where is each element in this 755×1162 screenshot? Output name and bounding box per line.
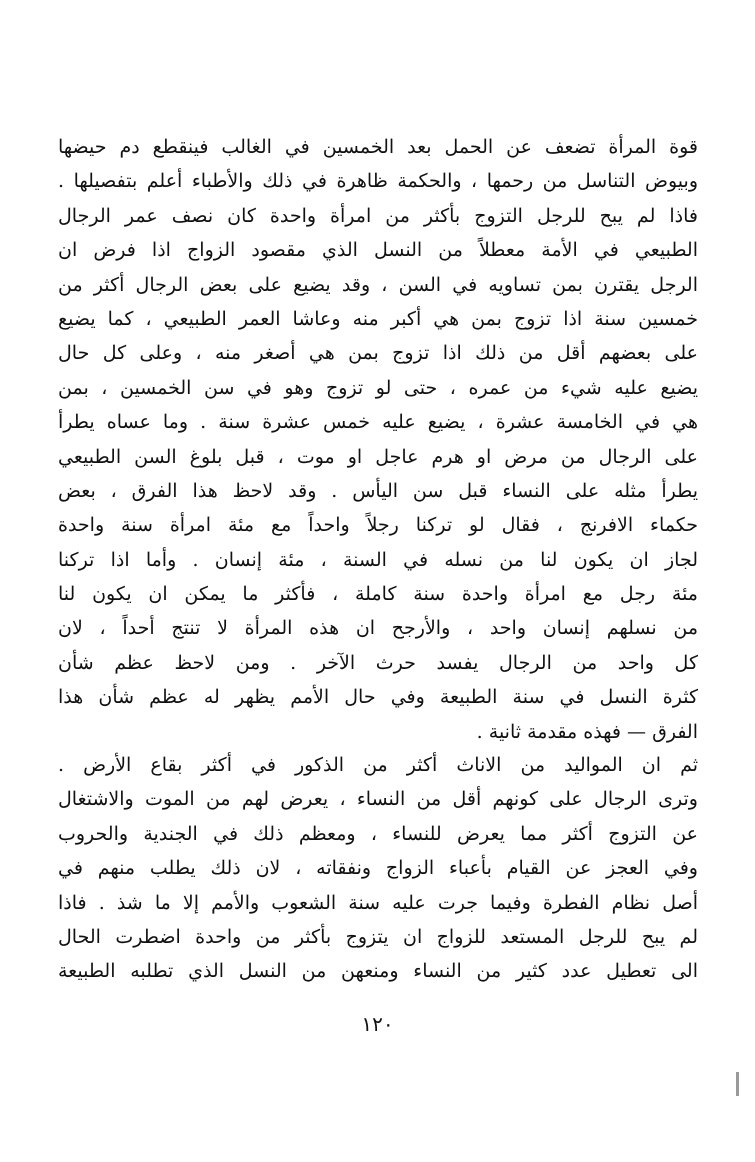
- text-line: الى تعطيل عدد كثير من النساء ومنعهن من النسل الذي تطلبه الطبيعة: [58, 960, 698, 983]
- text-line: على بعضهم أقل من ذلك اذا تزوج بمن هي أصغر منه ، وعلى كل حال: [58, 342, 698, 365]
- text-line: خمسين سنة اذا تزوج بمن هي أكبر منه وعاشا العمر الطبيعي ، كما يضيع: [58, 307, 698, 330]
- text-line: حكماء الافرنج ، فقال لو تركنا رجلاً واحداً مع مئة امرأة سنة واحدة: [58, 514, 698, 537]
- text-line: الطبيعي في الأمة معطلاً من النسل الذي مقصود الزواج اذا فرض ان: [58, 239, 698, 262]
- text-line: من نسلهم إنسان واحد ، والأرجح ان هذه المرأة لا تنتج أحداً ، لان: [58, 617, 698, 640]
- text-line: على الرجال من مرض او هرم عاجل او موت ، قبل بلوغ السن الطبيعي: [58, 445, 698, 468]
- text-line: وفي العجز عن القيام بأعباء الزواج ونفقاته ، لان ذلك يطلب منهم في: [58, 857, 698, 880]
- text-line: فاذا لم يبح للرجل التزوج بأكثر من امرأة واحدة كان نصف عمر الرجال: [58, 204, 698, 227]
- text-line: وبيوض التناسل من رحمها ، والحكمة ظاهرة في ذلك والأطباء أعلم بتفصيلها .: [58, 170, 698, 193]
- text-line: مئة رجل مع امرأة واحدة سنة كاملة ، فأكثر ما يمكن ان يكون لنا: [58, 583, 698, 606]
- text-line: كثرة النسل في سنة الطبيعة وفي حال الأمم يظهر له عظم شأن هذا: [58, 686, 698, 709]
- text-line: وترى الرجال على كونهم أقل من النساء ، يعرض لهم من الموت والاشتغال: [58, 788, 698, 811]
- text-line: قوة المرأة تضعف عن الحمل بعد الخمسين في الغالب فينقطع دم حيضها: [58, 136, 698, 158]
- page-number: ١٢٠: [361, 1012, 394, 1036]
- text-line: يطرأ مثله على النساء قبل سن اليأس . وقد لاحظ هذا الفرق ، بعض: [58, 479, 698, 502]
- text-line: كل واحد من الرجال يفسد حرث الآخر . ومن لاحظ عظم شأن: [58, 651, 698, 674]
- text-line: الفرق — فهذه مقدمة ثانية .: [476, 720, 698, 743]
- text-line: لجاز ان يكون لنا من نسله في السنة ، مئة إنسان . وأما اذا تركنا: [58, 548, 698, 571]
- scan-edge-mark: [736, 1072, 739, 1096]
- text-line: الرجل يقترن بمن تساويه في السن ، وقد يضيع على بعض الرجال أكثر من: [58, 273, 698, 296]
- text-line: عن التزوج أكثر مما يعرض للنساء ، ومعظم ذلك في الجندية والحروب: [58, 822, 698, 845]
- text-line: ثم ان المواليد من الاناث أكثر من الذكور في أكثر بقاع الأرض .: [58, 754, 698, 776]
- text-line: هي في الخامسة عشرة ، يضيع عليه خمس عشرة سنة . وما عساه يطرأ: [58, 411, 698, 434]
- text-line: يضيع عليه شيء من عمره ، حتى لو تزوج وهو في سن الخمسين ، بمن: [58, 376, 698, 399]
- paragraph-2: [58, 748, 698, 989]
- text-line: أصل نظام الفطرة وفيما جرت عليه سنة الشعوب والأمم إلا ما شذ . فاذا: [58, 891, 698, 914]
- text-line: لم يبح للرجل المستعد للزواج ان يتزوج بأكثر من واحدة اضطرت الحال: [58, 925, 698, 948]
- paragraph-1: [58, 130, 698, 749]
